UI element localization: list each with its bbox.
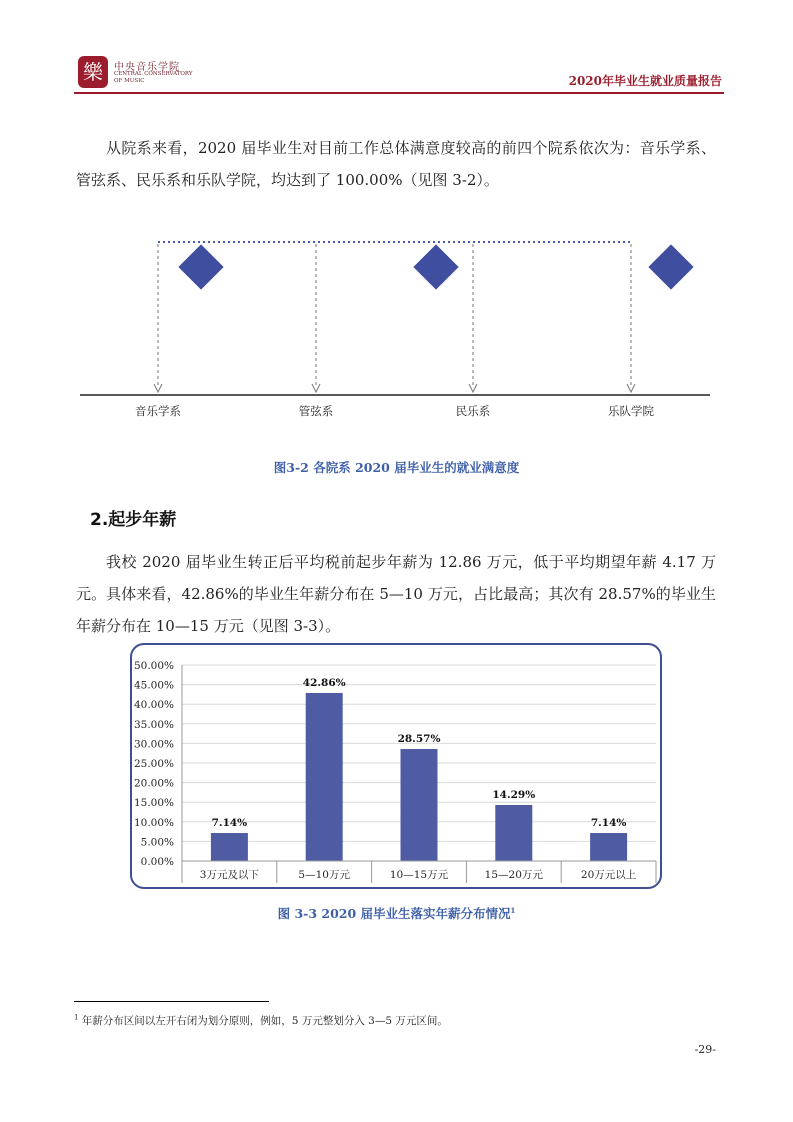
- category-label: 乐队学院: [608, 404, 654, 418]
- figure-3-2-caption: 图3-2 各院系 2020 届毕业生的就业满意度: [273, 460, 520, 475]
- salary-distribution-chart-frame: [130, 643, 662, 889]
- bar-value-label: 28.57%: [397, 733, 441, 746]
- y-tick-label: 25.00%: [133, 758, 174, 770]
- bar-value-label: 7.14%: [211, 817, 248, 830]
- footnote-mark: 1: [74, 1013, 79, 1022]
- logo-emblem-icon: 樂: [83, 60, 103, 84]
- category-label: 民乐系: [455, 404, 491, 418]
- category-label: 5—10万元: [298, 869, 350, 881]
- category-label: 15—20万元: [484, 869, 543, 881]
- paragraph-starting-salary: 我校 2020 届毕业生转正后平均税前起步年薪为 12.86 万元，低于平均期望年薪 4.17 万元。具体来看，42.86%的毕业生年薪分布在 5—10 万元，占比最高；其次有 28.57%的毕业生年薪分布在 10—15 万元（见图 3-3）。: [76, 553, 716, 635]
- salary-bar: [306, 693, 343, 861]
- y-tick-label: 0.00%: [140, 856, 174, 868]
- page-header: [74, 48, 724, 93]
- department-satisfaction-chart: [80, 232, 710, 432]
- bar-value-label: 7.14%: [590, 817, 627, 830]
- y-tick-label: 20.00%: [133, 777, 174, 790]
- category-label: 20万元以上: [580, 869, 637, 881]
- satisfaction-marker: [413, 244, 458, 289]
- conservatory-logo: [78, 56, 108, 88]
- figure-3-3-caption-text: 图 3-3 2020 届毕业生落实年薪分布情况: [277, 906, 511, 921]
- salary-bar: [495, 805, 532, 861]
- satisfaction-marker: [178, 244, 223, 289]
- y-tick-label: 30.00%: [133, 738, 174, 751]
- bar-value-label: 14.29%: [492, 788, 536, 801]
- page-number: -29-: [694, 1043, 716, 1056]
- y-tick-label: 5.00%: [140, 836, 174, 849]
- salary-bar: [590, 833, 627, 861]
- salary-bar: [401, 749, 438, 861]
- y-tick-label: 45.00%: [133, 679, 174, 692]
- logo-chinese-name: 中央音乐学院: [114, 62, 180, 73]
- section-heading-starting-salary: 2.起步年薪: [90, 510, 177, 530]
- logo-english-name: CENTRAL CONSERVATORY OF MUSIC: [114, 71, 193, 84]
- category-label: 3万元及以下: [199, 869, 259, 881]
- y-tick-label: 35.00%: [133, 718, 174, 731]
- figure-3-3-footnote-ref: 1: [510, 905, 516, 915]
- bar-value-label: 42.86%: [302, 676, 346, 689]
- paragraph-department-satisfaction: 从院系来看，2020 届毕业生对目前工作总体满意度较高的前四个院系依次为：音乐学系、管弦系、民乐系和乐队学院，均达到了 100.00%（见图 3-2）。: [76, 139, 716, 189]
- salary-bar: [211, 833, 248, 861]
- y-tick-label: 50.00%: [133, 660, 174, 672]
- category-label: 管弦系: [298, 404, 334, 418]
- footnote-divider: [74, 1001, 269, 1002]
- header-divider: [74, 92, 724, 94]
- y-tick-label: 15.00%: [133, 797, 174, 810]
- y-tick-label: 40.00%: [133, 699, 174, 712]
- category-label: 音乐学系: [135, 404, 181, 418]
- footnote-text: 年薪分布区间以左开右闭为划分原则，例如，5 万元整划分入 3—5 万元区间。: [81, 1015, 448, 1027]
- category-label: 10—15万元: [389, 869, 449, 881]
- satisfaction-marker: [648, 244, 693, 289]
- y-tick-label: 10.00%: [133, 816, 174, 829]
- report-title: 2020年毕业生就业质量报告: [568, 74, 722, 88]
- footnote: [74, 1013, 448, 1028]
- figure-3-3-caption: [0, 904, 793, 922]
- salary-distribution-chart: [132, 645, 660, 887]
